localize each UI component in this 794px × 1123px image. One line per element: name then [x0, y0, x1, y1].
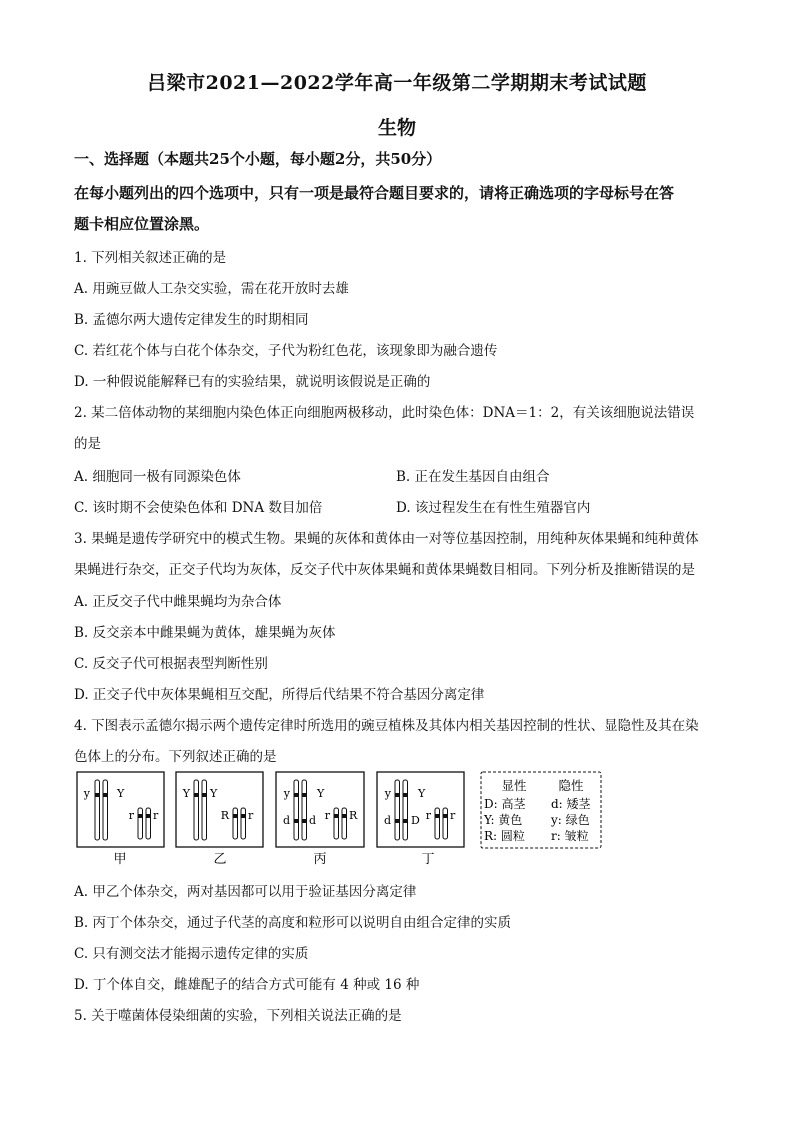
gene-band: [146, 814, 151, 818]
chromosome-long: [95, 780, 100, 840]
allele-label: Y: [317, 787, 325, 800]
allele-label: Y: [210, 787, 218, 800]
legend-dominant-item: D: 高茎: [484, 797, 526, 811]
legend-dominant-item: Y: 黄色: [484, 813, 523, 827]
allele-label: r: [153, 809, 159, 822]
cell-label: 丙: [313, 852, 327, 867]
chromosome-long: [395, 780, 400, 840]
gene-band: [395, 819, 400, 823]
section-instruction-line2: 题卡相应位置涂黑。: [74, 215, 210, 233]
allele-label: R: [349, 809, 358, 822]
allele-label: Y: [117, 787, 125, 800]
legend-recessive-item: y: 绿色: [551, 813, 590, 827]
section-heading: 一、选择题（本题共25个小题，每小题2分，共50分）: [74, 150, 442, 168]
gene-band: [233, 814, 238, 818]
q3-option-c: C. 反交子代可根据表型判断性别: [74, 656, 268, 672]
allele-label: D: [411, 814, 420, 827]
cell-yi: [176, 772, 263, 867]
q2-stem-line2: 的是: [74, 436, 101, 452]
q4-option-d: D. 丁个体自交，雌雄配子的结合方式可能有 4 种或 16 种: [74, 977, 420, 993]
allele-label: Y: [418, 787, 426, 800]
cell-jia: [77, 772, 164, 867]
gene-band: [302, 819, 307, 823]
cell-ding: [377, 772, 464, 867]
q1-option-b: B. 孟德尔两大遗传定律发生的时期相同: [74, 312, 309, 328]
q1-option-d: D. 一种假说能解释已有的实验结果，就说明该假说是正确的: [74, 374, 431, 390]
cell-label: 丁: [421, 852, 435, 867]
gene-band: [194, 793, 199, 797]
chromosome-short: [233, 808, 238, 839]
q3-option-b: B. 反交亲本中雌果蝇为黄体，雄果蝇为灰体: [74, 625, 336, 641]
allele-label: y: [384, 787, 391, 800]
allele-label: d: [383, 814, 391, 827]
allele-label: Y: [182, 787, 190, 800]
allele-label: y: [83, 787, 90, 800]
legend-recessive-item: r: 皱粒: [551, 829, 589, 843]
exam-title: 吕梁市2021—2022学年高一年级第二学期期末考试试题: [147, 72, 647, 94]
q4-stem-line2: 色体上的分布。下列叙述正确的是: [74, 749, 277, 765]
gene-band: [302, 793, 307, 797]
gene-band: [403, 793, 408, 797]
gene-band: [443, 814, 448, 818]
q1-option-c: C. 若红花个体与白花个体杂交，子代为粉红色花，该现象即为融合遗传: [74, 343, 498, 359]
chromosome-long: [103, 780, 108, 840]
q2-option-c: C. 该时期不会使染色体和 DNA 数目加倍: [74, 500, 323, 516]
cell-label: 乙: [213, 852, 227, 867]
chromosome-short: [443, 808, 448, 839]
section-instruction-line1: 在每小题列出的四个选项中，只有一项是最符合题目要求的，请将正确选项的字母标号在答: [74, 184, 675, 202]
subject-title: 生物: [377, 117, 416, 139]
chromosome-long: [294, 780, 299, 840]
q2-option-d: D. 该过程发生在有性生殖器官内: [396, 500, 591, 516]
q2-stem-line1: 2. 某二倍体动物的某细胞内染色体正向细胞两极移动，此时染色体：DNA＝1：2，有关该细胞说法错误: [74, 405, 695, 421]
q5-stem: 5. 关于噬菌体侵染细菌的实验，下列相关说法正确的是: [74, 1008, 402, 1024]
gene-band: [202, 793, 207, 797]
q4-option-b: B. 丙丁个体杂交，通过子代茎的高度和粒形可以说明自由组合定律的实质: [74, 915, 512, 931]
gene-band: [95, 793, 100, 797]
q1-stem: 1. 下列相关叙述正确的是: [74, 250, 227, 266]
gene-band: [334, 814, 339, 818]
q4-stem-line1: 4. 下图表示孟德尔揭示两个遗传定律时所选用的豌豆植株及其体内相关基因控制的性状、显隐性及其在染: [74, 718, 699, 734]
allele-label: r: [425, 809, 431, 822]
q2-option-b: B. 正在发生基因自由组合: [396, 469, 550, 485]
chromosome-short: [241, 808, 246, 839]
gene-band: [241, 814, 246, 818]
allele-label: r: [324, 809, 330, 822]
chromosome-short: [342, 808, 347, 839]
chromosome-short: [146, 808, 151, 839]
gene-band: [342, 814, 347, 818]
allele-label: d: [282, 814, 290, 827]
allele-label: d: [309, 814, 317, 827]
q3-stem-line1: 3. 果蝇是遗传学研究中的模式生物。果蝇的灰体和黄体由一对等位基因控制，用纯种灰体果蝇和纯种黄体: [74, 531, 699, 547]
legend-head-recessive: 隐性: [558, 778, 584, 793]
chromosome-long: [194, 780, 199, 840]
chromosome-long: [202, 780, 207, 840]
gene-band: [435, 814, 440, 818]
legend-recessive-item: d: 矮茎: [551, 797, 591, 811]
cell-label: 甲: [113, 852, 127, 867]
allele-label: r: [248, 809, 254, 822]
q3-option-d: D. 正交子代中灰体果蝇相互交配，所得后代结果不符合基因分离定律: [74, 687, 485, 703]
legend-dominant-item: R: 圆粒: [484, 829, 525, 843]
gene-band: [395, 793, 400, 797]
chromosome-short: [138, 808, 143, 839]
gene-band: [103, 793, 108, 797]
chromosome-long: [403, 780, 408, 840]
q3-stem-line2: 果蝇进行杂交，正交子代均为灰体，反交子代中灰体果蝇和黄体果蝇数目相同。下列分析及推断错误的是: [74, 562, 695, 578]
q2-option-a: A. 细胞同一极有同源染色体: [74, 469, 241, 485]
chromosome-short: [435, 808, 440, 839]
chromosome-short: [334, 808, 339, 839]
cell-bing: [276, 772, 364, 867]
allele-label: y: [283, 787, 290, 800]
allele-label: R: [220, 809, 229, 822]
q4-option-c: C. 只有测交法才能揭示遗传定律的实质: [74, 946, 309, 962]
gene-band: [294, 819, 299, 823]
allele-label: r: [450, 809, 456, 822]
trait-legend: [481, 772, 601, 848]
gene-band: [138, 814, 143, 818]
chromosome-long: [302, 780, 307, 840]
q4-option-a: A. 甲乙个体杂交，两对基因都可以用于验证基因分离定律: [74, 884, 417, 900]
gene-band: [294, 793, 299, 797]
q3-option-a: A. 正反交子代中雌果蝇均为杂合体: [74, 594, 282, 610]
allele-label: r: [128, 809, 134, 822]
gene-band: [403, 819, 408, 823]
legend-head-dominant: 显性: [501, 778, 527, 793]
q1-option-a: A. 用豌豆做人工杂交实验，需在花开放时去雄: [74, 281, 349, 297]
